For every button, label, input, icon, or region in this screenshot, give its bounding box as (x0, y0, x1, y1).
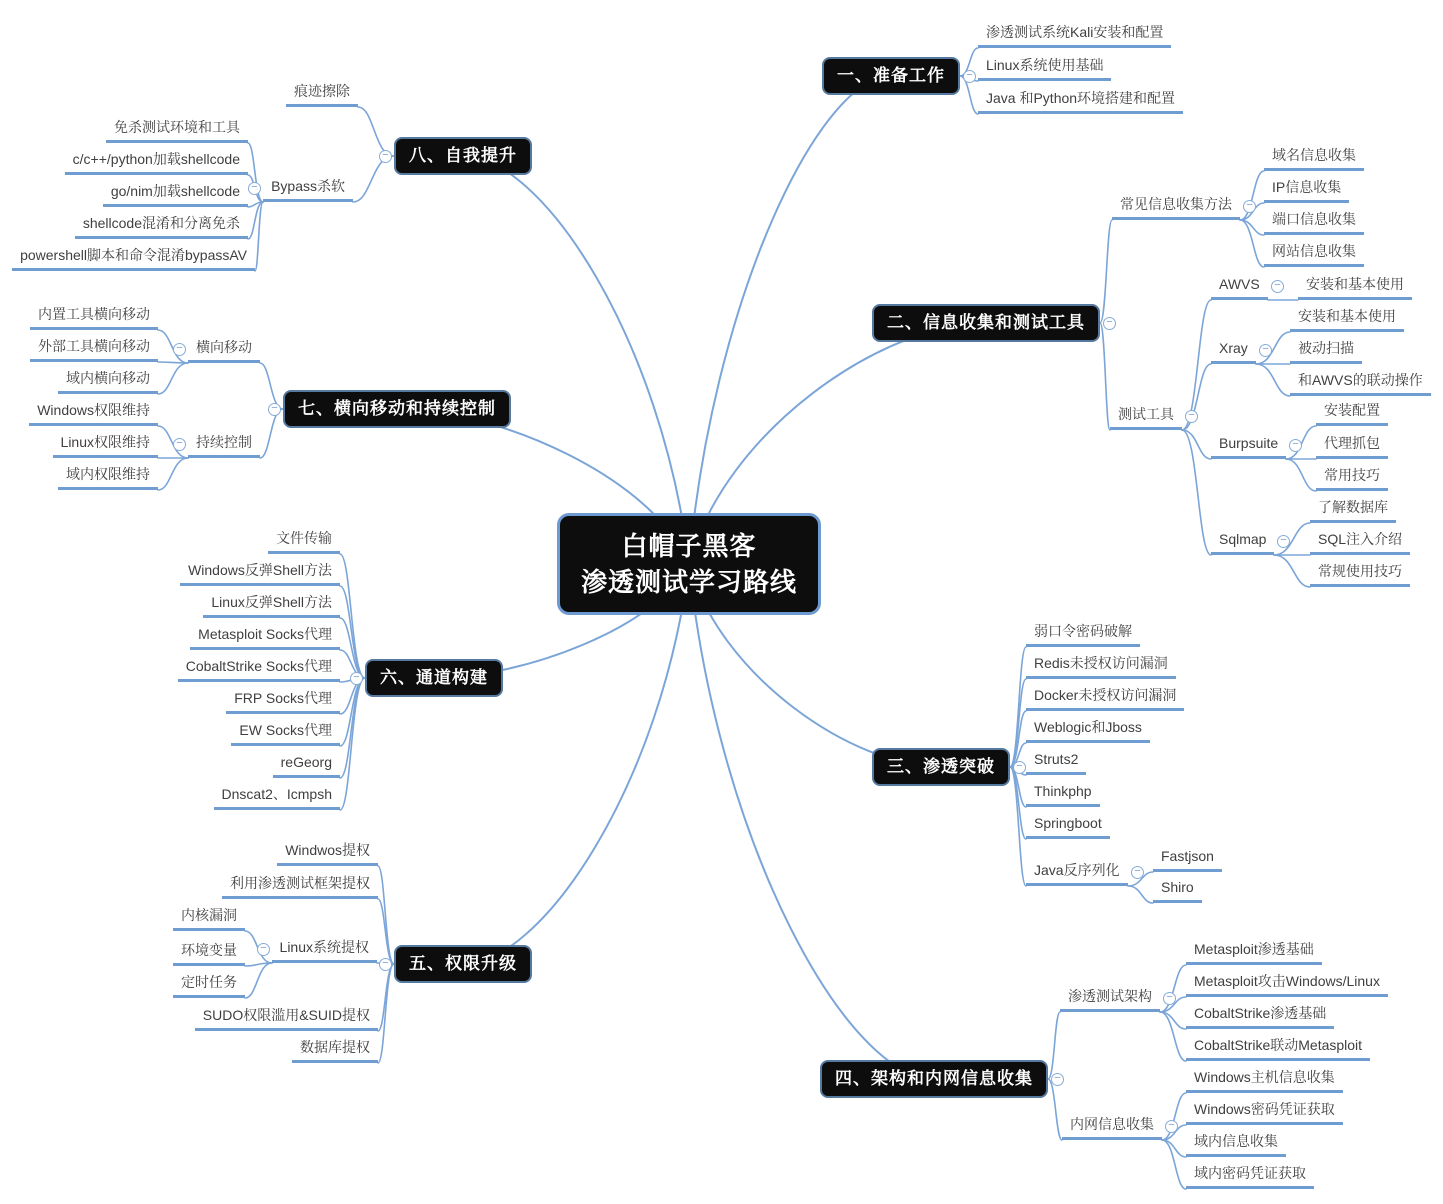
collapse-toggle-icon[interactable]: − (1051, 1073, 1064, 1086)
leaf-topic[interactable]: 域内横向移动 (58, 368, 158, 394)
leaf-topic[interactable]: 被动扫描 (1290, 338, 1362, 364)
leaf-topic[interactable]: Struts2 (1026, 749, 1086, 775)
collapse-toggle-icon[interactable]: − (248, 182, 261, 195)
leaf-topic[interactable]: 利用渗透测试框架提权 (222, 873, 378, 899)
collapse-toggle-icon[interactable]: − (173, 438, 186, 451)
branch-curve (463, 564, 689, 964)
leaf-topic[interactable]: 域内密码凭证获取 (1186, 1163, 1314, 1189)
subtopic-testing-tools[interactable]: 测试工具 (1110, 404, 1182, 430)
leaf-topic[interactable]: 域内权限维持 (58, 464, 158, 490)
collapse-toggle-icon[interactable]: − (350, 672, 363, 685)
branch-curve (1286, 459, 1316, 491)
leaf-topic[interactable]: Shiro (1153, 877, 1202, 903)
leaf-topic[interactable]: 安装配置 (1316, 400, 1388, 426)
leaf-topic[interactable]: shellcode混淆和分离免杀 (75, 213, 248, 239)
leaf-topic[interactable]: 代理抓包 (1316, 433, 1388, 459)
subtopic-info-collection-methods[interactable]: 常见信息收集方法 (1112, 194, 1240, 220)
branch-curve (1274, 555, 1310, 587)
subtopic-burpsuite[interactable]: Burpsuite (1211, 433, 1286, 459)
subtopic-linux-privesc[interactable]: Linux系统提权 (272, 937, 377, 963)
collapse-toggle-icon[interactable]: − (1163, 992, 1176, 1005)
leaf-topic[interactable]: EW Socks代理 (231, 720, 340, 746)
leaf-topic[interactable]: 免杀测试环境和工具 (106, 117, 248, 143)
main-topic-preparation[interactable]: 一、准备工作 (822, 57, 960, 95)
collapse-toggle-icon[interactable]: − (1165, 1120, 1178, 1133)
leaf-topic[interactable]: FRP Socks代理 (226, 688, 340, 714)
collapse-toggle-icon[interactable]: − (1103, 317, 1116, 330)
central-topic-line1: 白帽子黑客 (621, 531, 757, 561)
branch-curve (378, 964, 394, 1063)
collapse-toggle-icon[interactable]: − (1289, 439, 1302, 452)
leaf-topic[interactable]: Windows主机信息收集 (1186, 1067, 1343, 1093)
leaf-topic[interactable]: Linux系统使用基础 (978, 55, 1111, 81)
leaf-topic[interactable]: 了解数据库 (1310, 497, 1396, 523)
main-topic-penetration[interactable]: 三、渗透突破 (872, 748, 1010, 786)
leaf-topic[interactable]: Weblogic和Jboss (1026, 717, 1150, 743)
leaf-topic[interactable]: 域内信息收集 (1186, 1131, 1286, 1157)
main-topic-info-collection[interactable]: 二、信息收集和测试工具 (872, 304, 1100, 342)
collapse-toggle-icon[interactable]: − (963, 70, 976, 83)
branch-curve (1256, 364, 1290, 396)
leaf-topic[interactable]: SQL注入介绍 (1310, 529, 1410, 555)
branch-curve (1010, 679, 1026, 767)
branch-curve (378, 866, 394, 964)
collapse-toggle-icon[interactable]: − (1013, 761, 1026, 774)
leaf-topic[interactable]: Springboot (1026, 813, 1110, 839)
branch-curve (1048, 1079, 1062, 1140)
leaf-topic[interactable]: Windows密码凭证获取 (1186, 1099, 1343, 1125)
leaf-topic[interactable]: 数据库提权 (292, 1037, 378, 1063)
subtopic-awvs[interactable]: AWVS (1211, 274, 1268, 300)
collapse-toggle-icon[interactable]: − (1271, 280, 1284, 293)
leaf-topic[interactable]: 网站信息收集 (1264, 241, 1364, 267)
branch-curve (689, 76, 891, 564)
subtopic-intranet-collection[interactable]: 内网信息收集 (1062, 1114, 1162, 1140)
branch-curve (340, 554, 365, 678)
leaf-topic[interactable]: Linux反弹Shell方法 (203, 592, 340, 618)
main-topic-self-improvement[interactable]: 八、自我提升 (394, 137, 532, 175)
leaf-topic[interactable]: Metasploit攻击Windows/Linux (1186, 971, 1388, 997)
branch-curve (1182, 300, 1211, 430)
main-topic-intranet-info[interactable]: 四、架构和内网信息收集 (820, 1060, 1048, 1098)
leaf-topic[interactable]: Fastjson (1153, 846, 1222, 872)
branch-curve (245, 963, 272, 998)
leaf-topic[interactable]: Linux权限维持 (53, 432, 158, 458)
collapse-toggle-icon[interactable]: − (1277, 535, 1290, 548)
leaf-topic[interactable]: Redis未授权访问漏洞 (1026, 653, 1176, 679)
leaf-topic[interactable]: CobaltStrike联动Metasploit (1186, 1035, 1370, 1061)
leaf-topic[interactable]: Docker未授权访问漏洞 (1026, 685, 1184, 711)
leaf-topic[interactable]: powershell脚本和命令混淆bypassAV (12, 245, 255, 271)
main-topic-tunneling[interactable]: 六、通道构建 (365, 659, 503, 697)
branch-curve (1010, 647, 1026, 767)
leaf-topic[interactable]: 安装和基本使用 (1298, 274, 1412, 300)
leaf-topic[interactable]: 外部工具横向移动 (30, 336, 158, 362)
leaf-topic[interactable]: Metasploit Socks代理 (190, 624, 340, 650)
branch-curve (1100, 323, 1110, 430)
leaf-topic[interactable]: 端口信息收集 (1264, 209, 1364, 235)
central-topic-line2: 渗透测试学习路线 (580, 567, 797, 597)
branch-curve (1128, 886, 1153, 903)
branch-curve (1162, 1140, 1186, 1157)
leaf-topic[interactable]: 定时任务 (173, 972, 245, 998)
subtopic-java-deserialization[interactable]: Java反序列化 (1026, 860, 1128, 886)
leaf-topic[interactable]: Windows权限维持 (29, 400, 158, 426)
branch-curve (158, 363, 188, 394)
collapse-toggle-icon[interactable]: − (268, 403, 281, 416)
leaf-topic[interactable]: Thinkphp (1026, 781, 1100, 807)
leaf-topic[interactable]: c/c++/python加载shellcode (65, 149, 248, 175)
collapse-toggle-icon[interactable]: − (173, 343, 186, 356)
leaf-topic[interactable]: 渗透测试系统Kali安装和配置 (978, 22, 1171, 48)
leaf-topic[interactable]: 痕迹擦除 (286, 81, 358, 107)
branch-curve (463, 156, 689, 564)
leaf-topic[interactable]: 内核漏洞 (173, 905, 245, 931)
collapse-toggle-icon[interactable]: − (379, 958, 392, 971)
leaf-topic[interactable]: CobaltStrike Socks代理 (178, 656, 340, 682)
leaf-topic[interactable]: 常规使用技巧 (1310, 561, 1410, 587)
leaf-topic[interactable]: 弱口令密码破解 (1026, 621, 1140, 647)
subtopic-sqlmap[interactable]: Sqlmap (1211, 529, 1274, 555)
subtopic-persistence[interactable]: 持续控制 (188, 432, 260, 458)
main-topic-lateral-persistence[interactable]: 七、横向移动和持续控制 (283, 390, 511, 428)
branch-curve (689, 564, 934, 1079)
subtopic-bypass-av[interactable]: Bypass杀软 (263, 176, 353, 202)
branch-curve (1182, 430, 1211, 555)
branch-curve (158, 458, 188, 490)
branch-curve (260, 409, 283, 458)
leaf-topic[interactable]: Java 和Python环境搭建和配置 (978, 88, 1183, 114)
central-topic[interactable] (557, 513, 821, 615)
leaf-topic[interactable]: 环境变量 (173, 940, 245, 966)
branch-curve (378, 899, 394, 964)
leaf-topic[interactable]: Windows反弹Shell方法 (180, 560, 340, 586)
leaf-topic[interactable]: IP信息收集 (1264, 177, 1349, 203)
collapse-toggle-icon[interactable]: − (1243, 200, 1256, 213)
leaf-topic[interactable]: 内置工具横向移动 (30, 304, 158, 330)
subtopic-pentest-architecture[interactable]: 渗透测试架构 (1060, 986, 1160, 1012)
leaf-topic[interactable]: 常用技巧 (1316, 465, 1388, 491)
main-topic-privilege-escalation[interactable]: 五、权限升级 (394, 945, 532, 983)
subtopic-xray[interactable]: Xray (1211, 338, 1256, 364)
leaf-topic[interactable]: 域名信息收集 (1264, 145, 1364, 171)
leaf-topic[interactable]: 和AWVS的联动操作 (1290, 370, 1431, 396)
leaf-topic[interactable]: Windwos提权 (277, 840, 378, 866)
collapse-toggle-icon[interactable]: − (1185, 410, 1198, 423)
leaf-topic[interactable]: 文件传输 (268, 528, 340, 554)
leaf-topic[interactable]: go/nim加载shellcode (103, 181, 248, 207)
collapse-toggle-icon[interactable]: − (1259, 344, 1272, 357)
collapse-toggle-icon[interactable]: − (379, 150, 392, 163)
subtopic-lateral-movement[interactable]: 横向移动 (188, 337, 260, 363)
leaf-topic[interactable]: Metasploit渗透基础 (1186, 939, 1322, 965)
branch-curve (353, 156, 394, 202)
collapse-toggle-icon[interactable]: − (1131, 866, 1144, 879)
branch-curve (1048, 1012, 1060, 1079)
leaf-topic[interactable]: 安装和基本使用 (1290, 306, 1404, 332)
branch-curve (1100, 220, 1112, 323)
collapse-toggle-icon[interactable]: − (257, 943, 270, 956)
leaf-topic[interactable]: reGeorg (273, 752, 340, 778)
branch-curve (1160, 1012, 1186, 1029)
leaf-topic[interactable]: SUDO权限滥用&SUID提权 (195, 1005, 378, 1031)
leaf-topic[interactable]: CobaltStrike渗透基础 (1186, 1003, 1334, 1029)
leaf-topic[interactable]: Dnscat2、Icmpsh (214, 784, 340, 810)
